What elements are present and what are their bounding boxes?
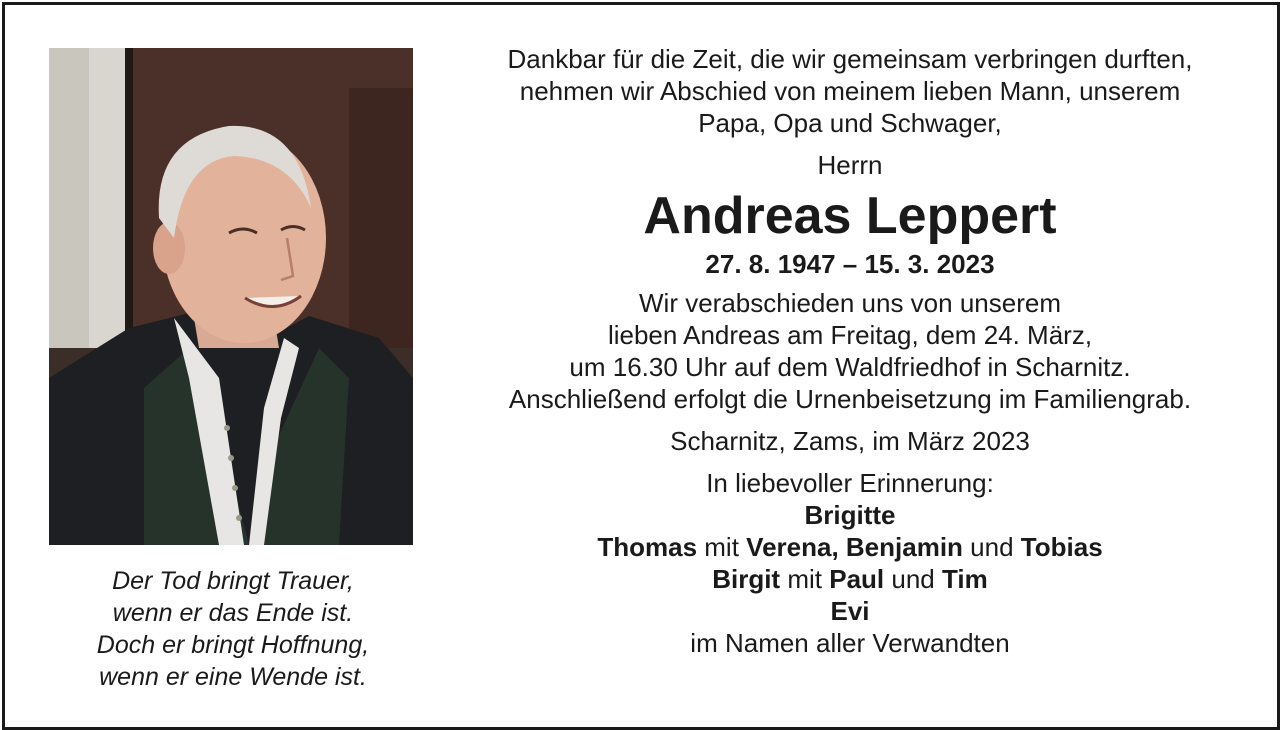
- mourner-name: Birgit: [712, 564, 781, 594]
- portrait-illustration: [49, 48, 413, 545]
- quote-verse: [45, 565, 421, 693]
- mourner-conjunction: und: [891, 564, 935, 594]
- mourner-name: Evi: [830, 596, 870, 626]
- funeral-info-line: um 16.30 Uhr auf dem Waldfriedhof in Scharnitz.: [569, 352, 1131, 382]
- mourners-line: [445, 499, 1255, 531]
- quote-line: wenn er das Ende ist.: [112, 599, 354, 627]
- salutation: Herrn: [817, 150, 883, 180]
- memory-line: In liebevoller Erinnerung:: [706, 468, 994, 498]
- intro-line: Papa, Opa und Schwager,: [698, 108, 1002, 138]
- notice-text: [445, 43, 1255, 659]
- deceased-name: Andreas Leppert: [643, 187, 1057, 245]
- place-date: Scharnitz, Zams, im März 2023: [670, 426, 1030, 456]
- portrait-photo: [49, 48, 413, 545]
- mourners-line: [445, 595, 1255, 627]
- mourner-conjunction: und: [970, 532, 1014, 562]
- closing-line: im Namen aller Verwandten: [690, 628, 1010, 658]
- intro-line: Dankbar für die Zeit, die wir gemeinsam verbringen durften,: [507, 44, 1193, 74]
- intro-line: nehmen wir Abschied von meinem lieben Mann, unserem: [519, 76, 1181, 106]
- mourners-line: [445, 563, 1255, 595]
- mourner-name: Brigitte: [804, 500, 896, 530]
- funeral-info-line: lieben Andreas am Freitag, dem 24. März,: [607, 320, 1093, 350]
- mourner-name: Tim: [942, 564, 988, 594]
- funeral-info-line: Wir verabschieden uns von unserem: [639, 288, 1061, 318]
- quote-line: Der Tod bringt Trauer,: [112, 567, 354, 595]
- obituary-frame: [2, 2, 1280, 730]
- mourners-line: [445, 531, 1255, 563]
- mourner-conjunction: mit: [704, 532, 739, 562]
- mourner-conjunction: mit: [787, 564, 822, 594]
- mourner-name: Paul: [829, 564, 885, 594]
- life-dates: 27. 8. 1947 – 15. 3. 2023: [705, 249, 995, 279]
- quote-line: Doch er bringt Hoffnung,: [96, 631, 370, 659]
- mourner-name: Thomas: [597, 532, 698, 562]
- quote-line: wenn er eine Wende ist.: [99, 663, 367, 691]
- mourner-name: Verena, Benjamin: [746, 532, 963, 562]
- mourner-name: Tobias: [1020, 532, 1103, 562]
- funeral-info-line: Anschließend erfolgt die Urnenbeisetzung im Familiengrab.: [508, 384, 1192, 414]
